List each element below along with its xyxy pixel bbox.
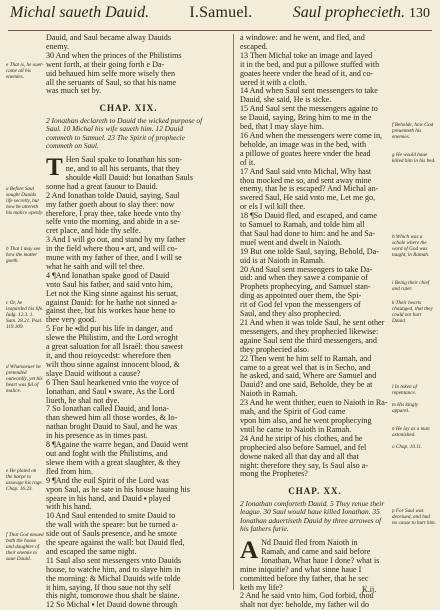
text-line: uered it with a cloth. — [240, 77, 307, 87]
chapter-heading: CHAP. XX. — [288, 486, 342, 497]
text-line: slewe the Philistim, and the Lord wroght — [46, 333, 178, 343]
text-line: therefore, I pray thee, take heede vnto thy — [46, 208, 182, 218]
text-line: with his hand. — [46, 502, 92, 512]
chapter-heading: CHAP. XIX. — [99, 103, 158, 114]
text-line: bed, that I may slaye him. — [240, 122, 324, 132]
text-line: 14 And when Saul sent messengers to take — [240, 86, 378, 96]
text-line: to Samuel to Ramah, and tolde him all — [240, 220, 365, 230]
text-line: selfe vnto the morning, and abide in a se- — [46, 217, 180, 227]
left-column-top-text — [46, 34, 211, 96]
text-line: messengers, and they prophecied likewise: — [240, 326, 379, 336]
page-number: 130 — [409, 6, 430, 21]
text-line: rit of God fel vpon the messengers of — [240, 300, 361, 310]
right-margin-notes — [392, 34, 436, 590]
text-line: the morning: & Michal Dauids wife tolde — [46, 573, 181, 583]
text-line: Dauid, and Saul became alway Dauids — [46, 33, 171, 42]
text-line: Dauid, she said, He is sicke. — [240, 95, 332, 105]
text-line: the wall with the speare: but he turned a- — [46, 520, 179, 530]
text-line: shoulde ▪kill Dauid: but Ionathan Sauls — [65, 172, 193, 182]
text-line: my father goeth about to slay thee: now — [46, 199, 175, 209]
signature-mark: K.ij. — [362, 585, 377, 594]
text-line: goates heere vnder the head of it, and co- — [240, 68, 374, 78]
margin-note: b That I may see how the matter goeth. — [6, 246, 41, 264]
text-line: and escaped the same night. — [46, 546, 137, 556]
text-line: 4 ¶And Ionathan spake good of Dauid — [46, 270, 170, 280]
text-line: slaye Dauid without a cause? — [46, 368, 141, 378]
text-line: Prophets prophecying, and Samuel stan- — [240, 282, 371, 292]
drop-cap: T — [46, 154, 63, 182]
text-line: all the seruants of Saul, so that his name — [46, 77, 177, 87]
margin-note: n He lay as a man astonished. — [392, 426, 430, 438]
text-line: of it. — [240, 157, 256, 167]
text-line: a pillowe of goates heere vnder the head — [240, 148, 371, 158]
text-line: in the field where thou ▪ art, and will co- — [46, 244, 178, 254]
text-line: uid: and when they sawe a companie of — [240, 273, 368, 283]
text-line: this night, tomorowe thou shalt be slaine. — [46, 591, 180, 601]
text-line: committed before thy father, that he sec — [240, 573, 369, 583]
text-line: Dauid? and one said, Beholde, they be at — [240, 380, 373, 390]
text-line: downe naked all that day and all that — [240, 451, 359, 461]
text-line: 19 But one tolde Saul, saying, Behold, Da- — [240, 246, 379, 256]
text-line: uid is at Naioth in Ramah. — [240, 255, 325, 265]
text-line: enemy. — [46, 41, 70, 51]
text-line: Ionathan, What haue I done? what is — [261, 555, 380, 565]
text-line: they prophecied also. — [240, 344, 309, 354]
right-column-body-text — [240, 539, 390, 610]
margin-note: m His kingly apparel. — [392, 402, 419, 414]
text-line: speare in his hand, and Dauid ▪ played — [46, 493, 171, 503]
text-line: against Dauid: for he hathe not sinned a- — [46, 297, 178, 307]
text-line: 3 And I will go out, and stand by my father — [46, 235, 186, 245]
text-line: 21 And when it was tolde Saul, he sent other — [240, 318, 385, 327]
margin-note: f That God moued both the house and daughter of their enemie to saue Dauid. — [6, 532, 44, 562]
text-line: or els I wil kill thee. — [240, 202, 306, 212]
text-line: mune with my father of thee, and I will se — [46, 253, 182, 263]
text-line: 5 For he ▪did put his life in danger, and — [46, 324, 173, 334]
text-line: Ionathan, and Saul ▪ sware, As the Lord — [46, 386, 175, 396]
chapter-summary: 2 Ionathan declareth to Dauid the wicked purpose of Saul. 10 Michal his wife saueth him. 12 Dauid commeth to Samuel. 23 The Spirit of prophecie commeth on Saul. — [46, 116, 203, 150]
margin-note: h Which was a schole where the word of God was taught, in Ramah. — [392, 234, 430, 258]
text-line: it him, saying, If thou saue not thy self — [46, 582, 171, 592]
text-line: 23 And he went thither, euen to Naioth in Ra- — [240, 398, 388, 408]
text-line: night: therefore they say, Is Saul also a- — [240, 460, 369, 470]
text-line: 22 Then went he him self to Ramah, and — [240, 353, 372, 363]
header-right — [293, 4, 430, 22]
column-divider — [233, 34, 234, 590]
text-line: nathan broght Dauid to Saul, and he was — [46, 422, 178, 432]
text-line: Let not the King sinne against his seruat, — [46, 288, 179, 298]
text-line: a great saluation for all Israél: thou sawest — [46, 342, 183, 352]
text-line: Naioth in Ramah. — [240, 389, 298, 399]
text-line: vntil he came to Naioth in Ramah. — [240, 424, 352, 434]
text-line: muel went and dwelt in Naioth. — [240, 237, 343, 247]
text-line: thou mocked me so, and sent away mine — [240, 175, 372, 185]
text-line: shalt not dye: beholde, my father wil do — [240, 600, 370, 610]
text-line: liueth, he shal not dye. — [46, 395, 120, 405]
margin-note: g He would haue killed him in his bed. — [392, 152, 436, 164]
text-line: Hen Saul spake to Ionathan his son- — [65, 155, 183, 165]
text-line: beholde, an image was in the bed, with — [240, 139, 367, 149]
margin-note: c Or, he ieoparded his life. Iudg. 12.3. 1. Sam. 28.21. Psal. 119.109. — [6, 300, 44, 330]
text-line: keth my life? — [240, 582, 283, 592]
text-line: Saul, and they also prophecied. — [240, 309, 342, 319]
text-line: 7 So Ionathan called Dauid, and Iona- — [46, 404, 169, 414]
text-line: 17 And Saul said vnto Michal, Why hast — [240, 166, 372, 176]
text-line: se Dauid, saying, Bring him to me in the — [240, 113, 372, 123]
margin-note: e He plaied on the harpe to asswage his rage. Chap. 16.23. — [6, 468, 44, 492]
text-line: ne, and to all his seruants, that they — [65, 163, 180, 173]
text-line: againe Saul sent the third messengers, and — [240, 335, 377, 345]
text-line: 30 And when the princes of the Philistims — [46, 50, 182, 60]
text-line: gainst thee, but his workes haue bene to — [46, 306, 176, 316]
header-left: Michal saueth Dauid. — [10, 4, 150, 21]
drop-cap: A — [240, 537, 259, 565]
text-line: ding as appointed ouer them, the Spi- — [240, 291, 362, 301]
left-column — [46, 33, 211, 610]
text-line: 2 And Ionathan tolde Dauid, saying, Saul — [46, 190, 180, 200]
text-line: sonne had a great fauour to Dauid. — [46, 181, 158, 191]
margin-note: e That is, he ouer-came all his enemies. — [6, 62, 44, 80]
text-line: escaped. — [240, 41, 268, 51]
text-line: side out of Sauls presence, and he smote — [46, 529, 177, 539]
text-line: slewe them with a great slaughter, & they — [46, 457, 181, 467]
header-right-text: Saul prophecieth. — [292, 4, 405, 21]
margin-note: o Chap. 10.11. — [392, 444, 423, 450]
text-line: house, to watche him, and to slaye him in — [46, 564, 181, 574]
margin-note: k Their hearts chaunged, that they could not hurt Dauid. — [392, 300, 433, 324]
text-line: 24 And he stript of his clothes, and he — [240, 433, 363, 443]
text-line: that Saul had done to him: and he and Sa- — [240, 228, 376, 238]
margin-note: a Before Saul sought Dauids life secretly, but now he uttereth his malice openly. — [6, 186, 44, 216]
text-line: 18 ¶So Dauid fled, and escaped, and came — [240, 211, 377, 221]
right-column-top-text — [240, 34, 390, 479]
text-line: 8 ¶Againe the warre began, and Dauid went — [46, 440, 189, 450]
text-line: 10 And Saul entended to smite Dauid to — [46, 511, 176, 521]
text-line: 6 Then Saul hearkened vnto the voyce of — [46, 377, 179, 387]
text-line: it in the bed, and put a pillowe stuffed with — [240, 59, 380, 69]
right-column — [240, 33, 390, 610]
text-line: in his presence as in times past. — [46, 431, 148, 441]
text-line: thee very good. — [46, 315, 97, 325]
text-line: was much set by. — [46, 86, 102, 96]
text-line: wilt thou sinne against innocent blood, & — [46, 359, 180, 369]
text-line: 20 And Saul sent messengers to take Da- — [240, 264, 373, 274]
header-rule — [8, 30, 432, 31]
text-line: 16 And when the messengers were come in, — [240, 130, 383, 140]
text-line: prophecied also before Samuel, and fel — [240, 442, 367, 452]
running-header — [10, 4, 430, 26]
text-line: mine iniquitie? and what sinne haue I — [240, 564, 362, 574]
text-line: vpon him also, and he went prophecying — [240, 415, 372, 425]
text-line: 12 So Michal ▪ let Dauid downe through — [46, 600, 178, 610]
text-line: mah, and the Spirit of God came — [240, 407, 346, 417]
text-line: what he saith and will tel thee. — [46, 261, 145, 271]
text-line: 15 And Saul sent the messengers againe to — [240, 104, 378, 114]
text-line: mong the Prophetes? — [240, 469, 308, 479]
text-line: a windowe: and he went, and fled, and — [240, 33, 365, 42]
chapter-summary: 2 Ionathan comforteth Dauid. 5 They renue their league. 30 Saul would haue killed Ionathan. 35 Ionathan aduertiseth Dauid by three arrowes of his fathers furie. — [240, 499, 385, 533]
text-line: went forth, at their going forth e Da- — [46, 59, 165, 69]
book-title: I.Samuel. — [189, 4, 253, 21]
margin-note: p For Saul was deceiued, and had no cause to hurt him. — [392, 508, 436, 526]
text-line: came to a great wel that is in Secho, and — [240, 362, 371, 372]
margin-note: i Being their chief and ruler. — [392, 280, 430, 292]
text-line: cret place, and hide thy selfe. — [46, 226, 141, 236]
text-line: than shewed him all those wordes, & Io- — [46, 413, 178, 423]
margin-note: l In token of repentance. — [392, 384, 417, 396]
text-line: swered Saul, He said vnto me, Let me go, — [240, 193, 376, 203]
text-line: 9 ¶And the euil Spirit of the Lord was — [46, 475, 169, 485]
text-line: it, and thou reioycedst: wherefore then — [46, 351, 171, 360]
left-margin-notes — [6, 34, 44, 590]
text-line: the speare against the wall: but Dauid fled, — [46, 538, 185, 548]
text-line: Nd Dauid fled from Naioth in — [261, 538, 358, 548]
text-line: Ramah, and came and said before — [261, 546, 371, 556]
text-line: he asked, and said, Where are Samuel and — [240, 371, 377, 381]
margin-note: f Beholde, how God preuenteth his enemies. — [392, 122, 434, 140]
text-line: fled from him. — [46, 466, 93, 476]
text-line: vpon Saul, as he sate in his house hauing his — [46, 484, 190, 494]
text-line: out and foght with the Philistims, and — [46, 448, 168, 458]
text-line: 2 And he said vnto him, God forbid, thou — [240, 591, 374, 601]
text-line: enemy, that he is escaped? And Michal an- — [240, 184, 379, 194]
margin-note: d Whatsoeuer he pretended outwardly, yet his heart was ful of malice. — [6, 364, 43, 394]
text-line: 11 Saul also sent messengers vnto Dauids — [46, 555, 182, 565]
left-column-body-text — [46, 156, 211, 610]
text-line: vnto Saul his father, and said vnto him, — [46, 279, 173, 289]
text-line: uid behaued him selfe more wisely then — [46, 68, 176, 78]
text-line: 13 Then Michal toke an image and layed — [240, 50, 373, 60]
